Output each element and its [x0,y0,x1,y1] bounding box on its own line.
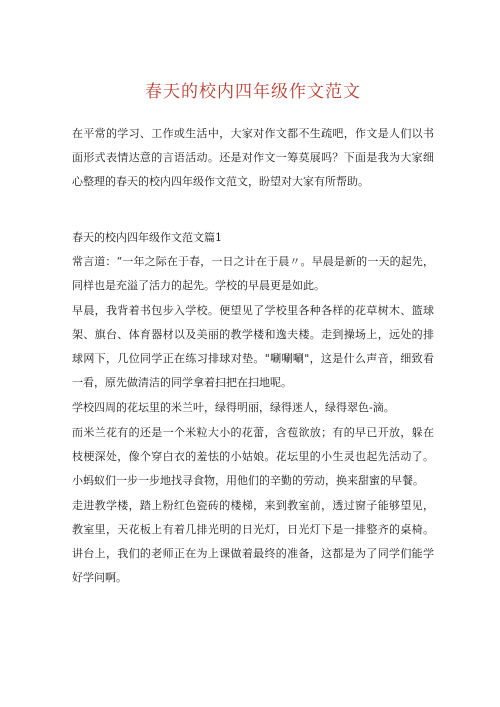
section-heading: 春天的校内四年级作文范文篇1 [72,231,222,244]
body-paragraph-3: 学校四周的花坛里的米兰叶，绿得明丽，绿得迷人，绿得翠色-滴。 [72,401,395,414]
body-paragraph-4: 而米兰花有的还是一个米粒大小的花蕾，含苞欲放；有的早已开放，躲在枝梗深处，像个穿白衣的羞怯的小姑娘。花坛里的小生灵也起先活动了。小蚂蚁们一步一步地找寻食物，用他们的辛勤的劳动，换来甜蜜的早餐。 [72,426,434,487]
body-paragraph-2: 早晨，我背着书包步入学校。便望见了学校里各种各样的花草树木、篮球架、旗台、体育器材以及美丽的教学楼和逸夫楼。走到操场上，远处的排球网下，几位同学正在练习排球对垫。"唰唰唰"，这是什么声音，细致看一看，原先做清洁的同学拿着扫把在扫地呢。 [72,304,434,389]
intro-paragraph: 在平常的学习、工作或生活中，大家对作文都不生疏吧，作文是人们以书面形式表情达意的言语活动。还是对作文一筹莫展吗？下面是我为大家细心整理的春天的校内四年级作文范文，盼望对大家有所帮助。 [72,127,434,188]
body-paragraph-5: 走进教学楼，踏上粉红色瓷砖的楼梯，来到教室前，透过窗子能够望见，教室里，天花板上有着几排光明的日光灯，日光灯下是一排整齐的桌椅。讲台上，我们的老师正在为上课做着最终的准备，这都是为了同学们能学好学问啊。 [72,499,434,584]
document-title: 春天的校内四年级作文范文 [145,82,361,102]
body-paragraph-1: 常言道：“一年之际在于春，一日之计在于晨〃。早晨是新的一天的起先，同样也是充溢了活力的起先。学校的早晨更是如此。 [72,255,434,292]
